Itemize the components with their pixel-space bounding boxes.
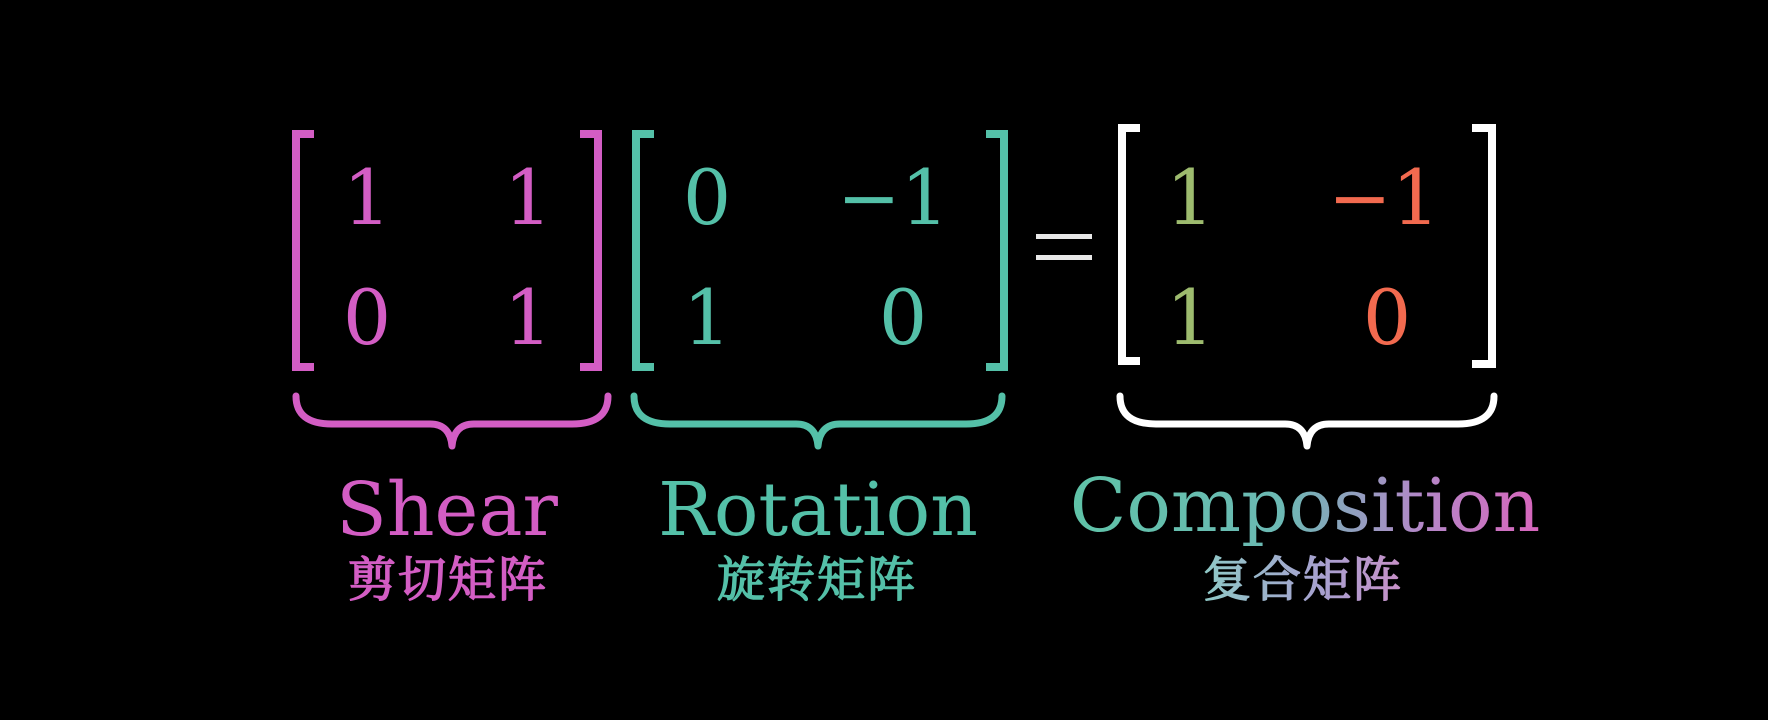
composition-cell-r2c1: 1 — [1165, 273, 1215, 362]
shear-cell-r2c1: 0 — [342, 273, 392, 362]
shear-cell-r2c2: 1 — [503, 273, 553, 362]
composition-label: Composition — [1069, 463, 1541, 549]
rotation-underbrace — [630, 392, 1006, 452]
composition-cell-r1c1: 1 — [1165, 153, 1215, 242]
rotation-sublabel: 旋转矩阵 — [716, 552, 918, 608]
shear-right-bracket — [580, 130, 602, 371]
composition-underbrace — [1116, 392, 1498, 452]
shear-cell-r1c2: 1 — [503, 153, 553, 242]
rotation-right-bracket — [986, 130, 1008, 371]
shear-label: Shear — [336, 467, 558, 553]
composition-cell-r2c2: 0 — [1362, 273, 1412, 362]
rotation-cell-r1c2: −1 — [836, 153, 950, 242]
rotation-cell-r1c1: 0 — [682, 153, 732, 242]
composition-cell-r1c2: −1 — [1327, 153, 1441, 242]
shear-sublabel: 剪切矩阵 — [347, 552, 549, 608]
shear-underbrace — [292, 392, 612, 452]
composition-sublabel: 复合矩阵 — [1202, 552, 1404, 608]
rotation-label: Rotation — [658, 467, 978, 553]
equals-sign — [1036, 234, 1092, 260]
rotation-cell-r2c1: 1 — [682, 273, 732, 362]
composition-right-bracket — [1472, 124, 1496, 368]
shear-cell-r1c1: 1 — [342, 153, 392, 242]
rotation-cell-r2c2: 0 — [878, 273, 928, 362]
